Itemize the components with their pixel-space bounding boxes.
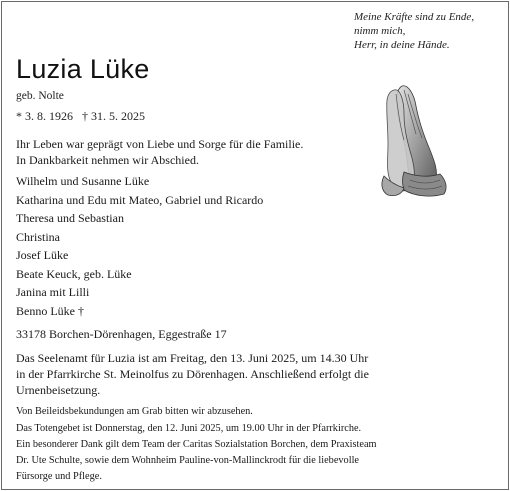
mourner-entry: Katharina und Edu mit Mateo, Gabriel und Ricardo bbox=[16, 192, 264, 207]
additional-notes bbox=[16, 403, 377, 485]
thanks-line: Fürsorge und Pflege. bbox=[16, 471, 102, 482]
memorial-poem bbox=[354, 10, 474, 52]
mass-line: Urnenbeisetzung. bbox=[16, 383, 101, 397]
mourner-entry: Janina mit Lilli bbox=[16, 285, 90, 299]
thanks-line: Dr. Ute Schulte, sowie dem Wohnheim Pauline-von-Mallinckrodt für die liebevolle bbox=[16, 455, 359, 466]
prayer-note: Das Totengebet ist Donnerstag, den 12. Juni 2025, um 19.00 Uhr in der Pfarrkirche. bbox=[16, 423, 362, 434]
intro-line: Ihr Leben war geprägt von Liebe und Sorge für die Familie. bbox=[16, 137, 304, 151]
mourner-entry: Wilhelm und Susanne Lüke bbox=[16, 174, 150, 188]
thanks-line: Ein besonderer Dank gilt dem Team der Caritas Sozialstation Borchen, dem Praxisteam bbox=[16, 439, 377, 450]
family-address: 33178 Borchen-Dörenhagen, Eggestraße 17 bbox=[16, 327, 227, 341]
deceased-name: Luzia Lüke bbox=[16, 54, 150, 84]
condolence-note: Von Beileidsbekundungen am Grab bitten wir abzusehen. bbox=[16, 406, 253, 417]
mourner-entry: Josef Lüke bbox=[16, 248, 69, 262]
mourner-entry: Theresa und Sebastian bbox=[16, 211, 124, 225]
mourner-entry: Beate Keuck, geb. Lüke bbox=[16, 266, 132, 281]
intro-text bbox=[16, 136, 303, 168]
intro-line: In Dankbarkeit nehmen wir Abschied. bbox=[16, 153, 199, 167]
mourner-entry: Christina bbox=[16, 229, 60, 244]
mourner-entry: Benno Lüke † bbox=[16, 303, 84, 318]
maiden-name: geb. Nolte bbox=[16, 90, 64, 102]
mourners-list bbox=[16, 172, 263, 320]
obituary-notice bbox=[1, 1, 509, 490]
mass-line: in der Pfarrkirche St. Meinolfus zu Dörenhagen. Anschließend erfolgt die bbox=[16, 367, 369, 381]
poem-line: Meine Kräfte sind zu Ende, bbox=[354, 11, 475, 23]
mass-line: Das Seelenamt für Luzia ist am Freitag, den 13. Juni 2025, um 14.30 Uhr bbox=[16, 351, 369, 365]
funeral-mass-info bbox=[16, 350, 369, 398]
life-dates: * 3. 8. 1926 † 31. 5. 2025 bbox=[16, 109, 145, 123]
poem-line: Herr, in deine Hände. bbox=[354, 39, 450, 51]
poem-line: nimm mich, bbox=[354, 25, 406, 37]
praying-hands-icon bbox=[374, 80, 454, 198]
